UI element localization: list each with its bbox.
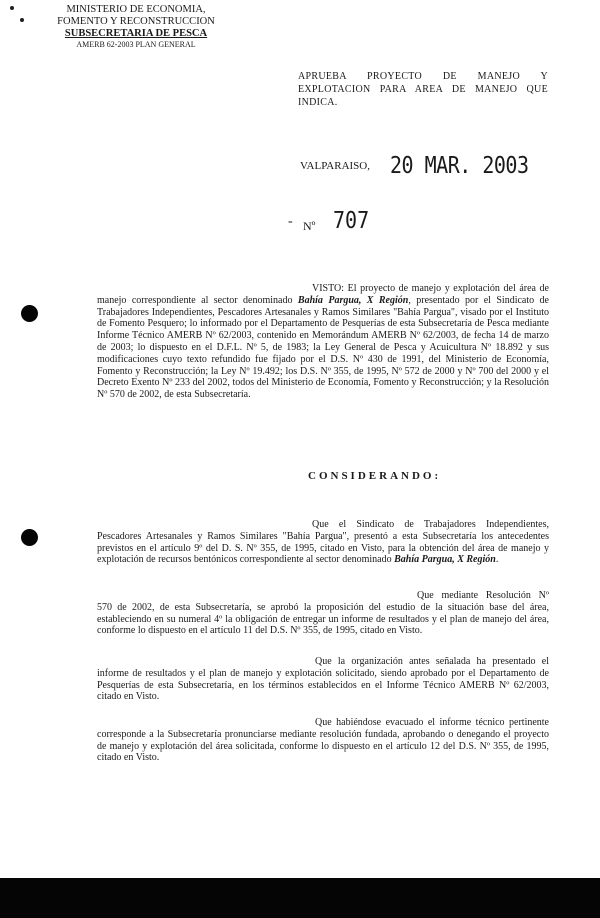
considerando-paragraph-3: Que la organización antes señalada ha presentado el informe de resultados y el plan de manejo y explotación solicitado, siendo aprobado por el Departamento de Pesquerías de esta Subsecretaría, en los términos establecidos en el Informe Técnico AMERB Nº 62/2003, citado en Visto.: [97, 656, 549, 703]
date-stamp: 20 MAR. 2003: [390, 151, 529, 179]
header-mark: [20, 18, 24, 22]
considerando-1-text: Que el Sindicato de Trabajadores Independientes, Pescadores Artesanales y Ramos Similares "Bahía Pargua", presentó a esta Subsecretaría los antecedentes previstos en el artículo 9º del D. S. Nº 355, de 1995, citado en Visto, para la obtención del área de manejo y explotación de recursos bentónicos correspondiente al sector denominado: [97, 519, 549, 566]
binder-hole: [21, 305, 38, 322]
ministry-name: MINISTERIO DE ECONOMIA,: [66, 4, 206, 15]
considerando-paragraph-1: [97, 519, 549, 566]
subsecretariat-name: SUBSECRETARIA DE PESCA: [64, 28, 208, 39]
resolution-subject: APRUEBA PROYECTO DE MANEJO Y EXPLOTACION PARA AREA DE MANEJO QUE INDICA.: [298, 71, 548, 108]
considerando-paragraph-4: Que habiéndose evacuado el informe técnico pertinente corresponde a la Subsecretaría pronunciarse mediante resolución fundada, aprobando o denegando el proyecto de manejo y explotación del área solicitada, conforme lo dispuesto en el artículo 12 del D.S. Nº 355, de 1995, citado en Visto.: [97, 717, 549, 764]
visto-text-1: VISTO: El proyecto de manejo y explotación del área de manejo correspondiente al sector denominado: [97, 283, 549, 306]
visto-text-2: , presentado por el Sindicato de Trabajadores Independientes, Pescadores Artesanales y Ramos Similares "Bahía Pargua", visado por el Instituto de Fomento Pesquero; lo informado por el Departamento de Pesquerías de esta Subsecretaría de Pesca mediante Informe Técnico AMERB Nº 62/2003, contenido en Memorándum AMERB Nº 62/2003, de fecha 14 de marzo de 2003; lo dispuesto en el D.F.L. Nº 5, de 1983; la Ley General de Pesca y Acuicultura Nº 18.892 y sus modificaciones cuyo texto refundido fue fijado por el D.S. Nº 430 de 1991, del Ministerio de Economía, Fomento y Reconstrucción; la Ley Nº 19.492; los D.S. Nº 355, de 1995, Nº 572 de 2000 y Nº 700 del 2000 y el Decreto Exento Nº 233 del 2002, todos del Ministerio de Economía, Fomento y Reconstrucción; y la Resolución Nº 570 de 2002, de esta Subsecretaría.: [97, 294, 549, 401]
visto-paragraph: [97, 283, 549, 401]
binder-hole: [21, 529, 38, 546]
letterhead: [36, 4, 236, 50]
resolution-number: 707: [333, 206, 370, 234]
number-dash: -: [288, 214, 293, 229]
considerando-paragraph-2: Que mediante Resolución Nº 570 de 2002, de esta Subsecretaría, se aprobó la proposición del estudio de la situación base del área, estableciendo en su numeral 4º la obligación de entregar un informe de resultados y el plan de manejo del área, conforme lo dispuesto en el artículo 11 del D.S. Nº 355, de 1995, citado en Visto.: [97, 590, 549, 637]
scan-edge: [0, 878, 600, 918]
considerando-1-end: .: [495, 554, 499, 566]
considerando-heading: CONSIDERANDO:: [308, 470, 442, 482]
visto-sector: Bahía Pargua, X Región: [297, 294, 409, 306]
ministry-name-cont: FOMENTO Y RECONSTRUCCION: [57, 16, 215, 27]
number-label: Nº: [303, 219, 316, 233]
reference-code: AMERB 62-2003 PLAN GENERAL: [76, 40, 196, 49]
place: VALPARAISO,: [300, 160, 370, 172]
considerando-1-sector: Bahía Pargua, X Región: [394, 554, 496, 566]
header-mark: [10, 6, 14, 10]
